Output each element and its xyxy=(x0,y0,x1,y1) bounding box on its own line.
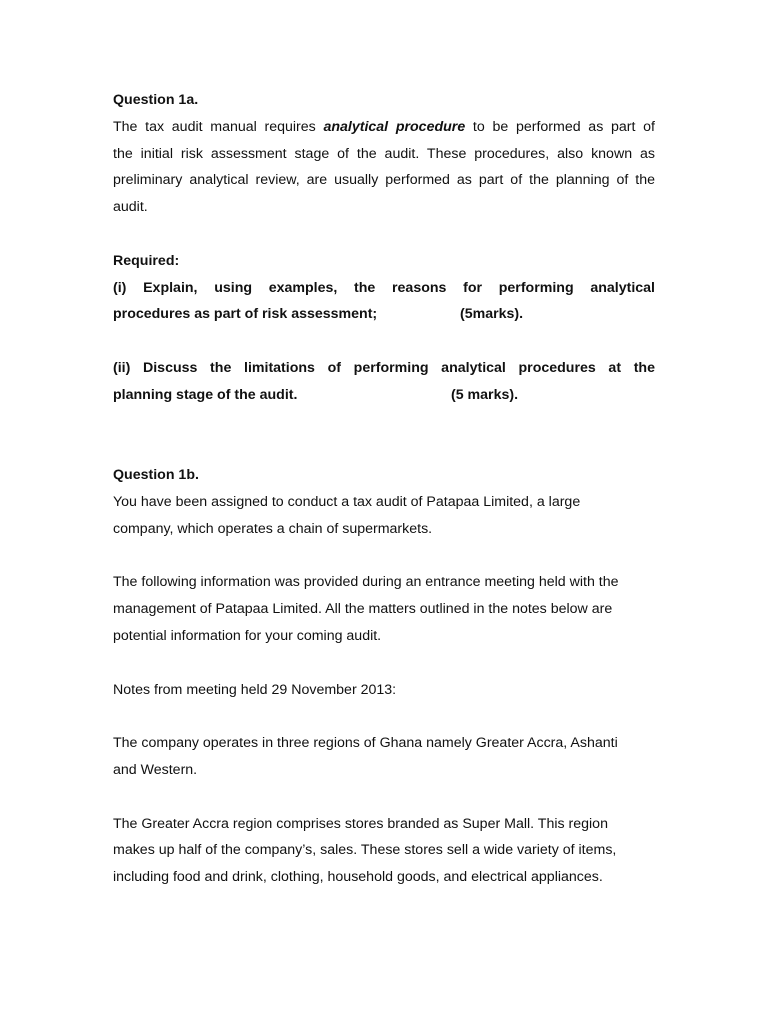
spacer xyxy=(113,784,655,811)
question-1b-heading: Question 1b. xyxy=(113,467,199,484)
analytical-procedure-emphasis: analytical procedure xyxy=(323,118,466,135)
spacer xyxy=(113,650,655,677)
spacer xyxy=(113,221,655,248)
spacer xyxy=(113,328,655,355)
q1b-paragraph-2-line-1: The following information was provided during an entrance meeting held with the xyxy=(113,574,619,591)
q1a-text-before: The tax audit manual requires xyxy=(113,118,324,135)
q1a-paragraph-line-1 xyxy=(113,114,655,141)
q1b-paragraph-3-line-2: and Western. xyxy=(113,761,198,778)
part-i-text: procedures as part of risk assessment; xyxy=(113,306,378,323)
meeting-notes-heading: Notes from meeting held 29 November 2013: xyxy=(113,681,397,698)
part-i-line-2 xyxy=(113,301,655,328)
document-page xyxy=(113,87,655,891)
part-ii-line-2 xyxy=(113,382,655,409)
q1b-paragraph-2-line-3: potential information for your coming audit. xyxy=(113,627,382,644)
part-ii-text: planning stage of the audit. xyxy=(113,386,298,403)
part-i-marks: (5marks). xyxy=(460,306,524,323)
q1a-text-after: to be performed as part of xyxy=(465,118,655,135)
q1b-paragraph-4-line-3: including food and drink, clothing, household goods, and electrical appliances. xyxy=(113,869,603,886)
q1b-paragraph-4-line-1: The Greater Accra region comprises stores branded as Super Mall. This region xyxy=(113,815,608,832)
q1b-paragraph-2-line-2: management of Patapaa Limited. All the matters outlined in the notes below are xyxy=(113,601,613,618)
spacer xyxy=(113,409,655,463)
spacer xyxy=(113,703,655,730)
q1a-paragraph-line-3: preliminary analytical review, are usually performed as part of the planning of the xyxy=(113,172,655,189)
q1a-paragraph-line-4: audit. xyxy=(113,199,148,216)
q1b-paragraph-1-line-2: company, which operates a chain of supermarkets. xyxy=(113,520,433,537)
required-heading: Required: xyxy=(113,252,180,269)
q1b-paragraph-3-line-1: The company operates in three regions of Ghana namely Greater Accra, Ashanti xyxy=(113,735,618,752)
q1b-paragraph-4-line-2: makes up half of the company’s, sales. These stores sell a wide variety of items, xyxy=(113,842,617,859)
part-ii-marks: (5 marks). xyxy=(451,386,519,403)
part-i-line-1: (i) Explain, using examples, the reasons for performing analytical xyxy=(113,279,655,296)
q1a-paragraph-line-2: the initial risk assessment stage of the audit. These procedures, also known as xyxy=(113,145,655,162)
part-ii-line-1: (ii) Discuss the limitations of performing analytical procedures at the xyxy=(113,359,655,376)
q1b-paragraph-1-line-1: You have been assigned to conduct a tax audit of Patapaa Limited, a large xyxy=(113,493,581,510)
question-1a-heading: Question 1a. xyxy=(113,92,199,108)
spacer xyxy=(113,543,655,570)
